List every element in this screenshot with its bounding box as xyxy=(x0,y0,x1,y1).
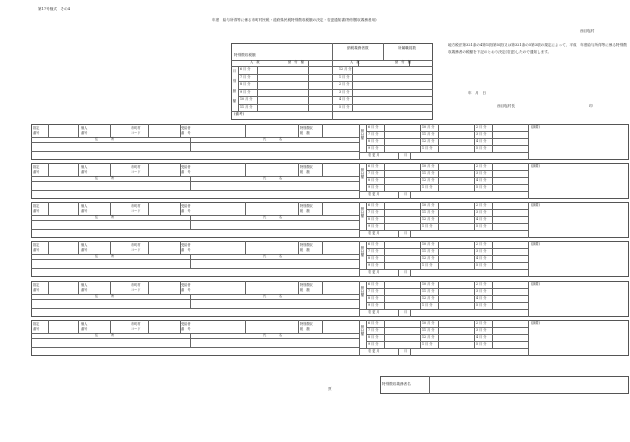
payment-side-label: 納付額 xyxy=(360,168,365,180)
individual-no-label: 個人 番号 xyxy=(81,243,88,252)
summary-side-label-2: 別 xyxy=(232,79,237,83)
summary-month-left: 9 月 分 xyxy=(240,89,251,94)
address-label: 住 所 xyxy=(95,176,115,180)
month-cell: 6 月 分 xyxy=(368,242,379,246)
designation-no-label: 指定 番号 xyxy=(33,204,40,213)
remarks-label: (摘要) xyxy=(531,321,540,325)
name-label: 氏 名 xyxy=(263,254,283,258)
date-line: 年 月 日 xyxy=(468,91,486,95)
payment-side-label: 納付額 xyxy=(360,129,365,141)
summary-month-left: 6 月 分 xyxy=(240,67,251,71)
name-label: 氏 名 xyxy=(263,215,283,219)
month-cell: 10 月 分 xyxy=(422,321,435,325)
month-cell: 12 月 分 xyxy=(422,296,435,300)
month-cell: 11 月 分 xyxy=(422,328,435,332)
summary-month-right: 12 月 分 xyxy=(339,67,352,71)
summary-month-right: 4 月 分 xyxy=(339,97,350,101)
summary-side-label-3: 納 xyxy=(232,89,237,93)
month-cell: 3 月 分 xyxy=(476,210,487,214)
recipient-no-label: 受給者 番 号 xyxy=(181,204,191,213)
recipient-no-label: 受給者 番 号 xyxy=(181,126,191,135)
month-cell: 4 月 分 xyxy=(476,296,487,300)
summary-month-left: 7 月 分 xyxy=(240,74,251,79)
month-cell: 11 月 分 xyxy=(422,289,435,293)
month-cell: 8 月 分 xyxy=(368,296,379,300)
change-month-unit: 月 xyxy=(404,270,408,274)
change-month-unit: 月 xyxy=(404,310,408,314)
remarks-label: (摘要) xyxy=(531,164,540,168)
payment-side-label: 納付額 xyxy=(360,325,365,337)
address-label: 住 所 xyxy=(95,215,115,219)
remarks-label: (摘要) xyxy=(531,203,540,207)
month-cell: 3 月 分 xyxy=(476,328,487,332)
address-label: 住 所 xyxy=(95,294,115,298)
month-cell: 4 月 分 xyxy=(476,139,487,143)
designation-no-label: 指定 番号 xyxy=(33,322,40,331)
month-cell: 5 月 分 xyxy=(476,303,487,307)
summary-count-col-left: 人 数 xyxy=(250,60,260,64)
notice-text: 地方税法第321条の4第1項(第5項)又は第321条の5第3項の規定によって、平成 年度給与所得等に係る特別徴収義務者の税額を下記のとおり決定(変更)したので通知します。 xyxy=(448,43,627,54)
city-code-label: 市町村 コード xyxy=(131,204,141,213)
month-cell: 4 月 分 xyxy=(476,217,487,221)
month-cell: 12 月 分 xyxy=(422,217,435,221)
month-cell: 7 月 分 xyxy=(368,171,379,175)
month-cell: 7 月 分 xyxy=(368,328,379,332)
month-cell: 9 月 分 xyxy=(368,146,379,150)
month-cell: 3 月 分 xyxy=(476,249,487,253)
summary-month-right: 3 月 分 xyxy=(339,89,350,94)
individual-no-label: 個人 番号 xyxy=(81,322,88,331)
tax-amount-label: 特別徴収 税 額 xyxy=(300,204,313,213)
month-cell: 10 月 分 xyxy=(422,164,435,168)
month-cell: 9 月 分 xyxy=(368,224,379,228)
city-code-label: 市町村 コード xyxy=(131,322,141,331)
summary-header-staff: 所属職員数 xyxy=(398,46,416,50)
month-cell: 11 月 分 xyxy=(422,171,435,175)
payment-side-label: 納付額 xyxy=(360,246,365,258)
month-cell: 8 月 分 xyxy=(368,217,379,221)
month-cell: 8 月 分 xyxy=(368,139,379,143)
change-month-label: 変 更 月 xyxy=(368,270,380,274)
month-cell: 4 月 分 xyxy=(476,178,487,182)
change-month-unit: 月 xyxy=(404,349,408,353)
month-cell: 10 月 分 xyxy=(422,125,435,129)
month-cell: 5 月 分 xyxy=(476,224,487,228)
tax-amount-label: 特別徴収 税 額 xyxy=(300,322,313,331)
issuer-name: 西目塩村長 xyxy=(497,104,515,108)
page-title: 年度 給与所得等に係る市町村民税・道府県民税特別徴収税額の決定・変更通知書(特別徴収義務者用) xyxy=(212,18,377,22)
summary-header-taxpayers: 納税義務者数 xyxy=(347,46,369,50)
summary-pay-col-left: 納 付 額 xyxy=(288,60,304,64)
month-cell: 2 月 分 xyxy=(476,164,487,168)
month-cell: 5 月 分 xyxy=(476,342,487,346)
month-cell: 6 月 分 xyxy=(368,164,379,168)
seal-mark: 印 xyxy=(589,104,593,108)
individual-no-label: 個人 番号 xyxy=(81,204,88,213)
month-cell: 10 月 分 xyxy=(422,203,435,207)
city-code-label: 市町村 コード xyxy=(131,126,141,135)
month-cell: 7 月 分 xyxy=(368,132,379,136)
summary-month-right: 5 月 分 xyxy=(339,104,350,109)
recipient-no-label: 受給者 番 号 xyxy=(181,165,191,174)
municipality-name: 西目塩村 xyxy=(580,29,595,33)
summary-month-right: 1 月 分 xyxy=(339,74,350,79)
city-code-label: 市町村 コード xyxy=(131,283,141,292)
month-cell: 1 月 分 xyxy=(422,263,433,267)
month-cell: 1 月 分 xyxy=(422,303,433,307)
footer-obligor-label: 特別徴収義務者名 xyxy=(382,382,411,386)
month-cell: 7 月 分 xyxy=(368,249,379,253)
address-label: 住 所 xyxy=(95,333,115,337)
month-cell: 9 月 分 xyxy=(368,303,379,307)
summary-month-right: 2 月 分 xyxy=(339,82,350,86)
designation-no-label: 指定 番号 xyxy=(33,283,40,292)
month-cell: 1 月 分 xyxy=(422,224,433,228)
city-code-label: 市町村 コード xyxy=(131,165,141,174)
individual-no-label: 個人 番号 xyxy=(81,126,88,135)
summary-count-col-right: 人 数 xyxy=(350,60,360,64)
month-cell: 4 月 分 xyxy=(476,335,487,339)
month-cell: 11 月 分 xyxy=(422,210,435,214)
month-cell: 9 月 分 xyxy=(368,342,379,346)
individual-no-label: 個人 番号 xyxy=(81,165,88,174)
change-month-label: 変 更 月 xyxy=(368,153,380,157)
month-cell: 12 月 分 xyxy=(422,178,435,182)
month-cell: 10 月 分 xyxy=(422,242,435,246)
month-cell: 6 月 分 xyxy=(368,282,379,286)
month-cell: 4 月 分 xyxy=(476,256,487,260)
change-month-label: 変 更 月 xyxy=(368,192,380,196)
month-cell: 2 月 分 xyxy=(476,282,487,286)
month-cell: 7 月 分 xyxy=(368,289,379,293)
designation-no-label: 指定 番号 xyxy=(33,126,40,135)
payment-side-label: 納付額 xyxy=(360,286,365,298)
summary-side-label-1: 月 xyxy=(232,69,237,73)
tax-amount-label: 特別徴収 税 額 xyxy=(300,126,313,135)
summary-header-tax: 特別徴収税額 xyxy=(234,53,256,57)
tax-amount-label: 特別徴収 税 額 xyxy=(300,165,313,174)
change-month-unit: 月 xyxy=(404,153,408,157)
month-cell: 8 月 分 xyxy=(368,335,379,339)
month-cell: 5 月 分 xyxy=(476,146,487,150)
month-cell: 2 月 分 xyxy=(476,242,487,246)
city-code-label: 市町村 コード xyxy=(131,243,141,252)
change-month-unit: 月 xyxy=(404,192,408,196)
change-month-label: 変 更 月 xyxy=(368,310,380,314)
month-cell: 12 月 分 xyxy=(422,256,435,260)
summary-month-left: 11 月 分 xyxy=(240,104,253,109)
month-cell: 5 月 分 xyxy=(476,263,487,267)
form-number: 第17号様式 その4 xyxy=(38,7,71,11)
summary-side-label-4: 額 xyxy=(232,99,237,103)
tax-amount-label: 特別徴収 税 額 xyxy=(300,243,313,252)
month-cell: 8 月 分 xyxy=(368,256,379,260)
address-label: 住 所 xyxy=(95,254,115,258)
change-month-unit: 月 xyxy=(404,231,408,235)
summary-pay-col-right: 納 付 額 xyxy=(395,60,411,64)
month-cell: 1 月 分 xyxy=(422,146,433,150)
recipient-no-label: 受給者 番 号 xyxy=(181,243,191,252)
month-cell: 2 月 分 xyxy=(476,125,487,129)
recipient-no-label: 受給者 番 号 xyxy=(181,283,191,292)
name-label: 氏 名 xyxy=(263,333,283,337)
summary-month-left: 10 月 分 xyxy=(240,97,253,101)
month-cell: 12 月 分 xyxy=(422,139,435,143)
month-cell: 3 月 分 xyxy=(476,289,487,293)
name-label: 氏 名 xyxy=(263,294,283,298)
name-label: 氏 名 xyxy=(263,137,283,141)
change-month-label: 変 更 月 xyxy=(368,349,380,353)
month-cell: 9 月 分 xyxy=(368,185,379,189)
month-cell: 1 月 分 xyxy=(422,185,433,189)
month-cell: 1 月 分 xyxy=(422,342,433,346)
month-cell: 11 月 分 xyxy=(422,249,435,253)
address-label: 住 所 xyxy=(95,137,115,141)
month-cell: 10 月 分 xyxy=(422,282,435,286)
summary-month-left: 8 月 分 xyxy=(240,82,251,86)
individual-no-label: 個人 番号 xyxy=(81,283,88,292)
month-cell: 6 月 分 xyxy=(368,125,379,129)
month-cell: 11 月 分 xyxy=(422,132,435,136)
month-cell: 7 月 分 xyxy=(368,210,379,214)
payment-side-label: 納付額 xyxy=(360,207,365,219)
month-cell: 3 月 分 xyxy=(476,171,487,175)
designation-no-label: 指定 番号 xyxy=(33,165,40,174)
month-cell: 2 月 分 xyxy=(476,321,487,325)
page-mark: 頁 xyxy=(328,387,332,391)
month-cell: 3 月 分 xyxy=(476,132,487,136)
remarks-label: (摘要) xyxy=(531,282,540,286)
name-label: 氏 名 xyxy=(263,176,283,180)
month-cell: 12 月 分 xyxy=(422,335,435,339)
recipient-no-label: 受給者 番 号 xyxy=(181,322,191,331)
month-cell: 6 月 分 xyxy=(368,321,379,325)
change-month-label: 変 更 月 xyxy=(368,231,380,235)
designation-no-label: 指定 番号 xyxy=(33,243,40,252)
summary-remarks: (備考) xyxy=(234,112,244,116)
month-cell: 9 月 分 xyxy=(368,263,379,267)
remarks-label: (摘要) xyxy=(531,242,540,246)
month-cell: 6 月 分 xyxy=(368,203,379,207)
tax-amount-label: 特別徴収 税 額 xyxy=(300,283,313,292)
month-cell: 5 月 分 xyxy=(476,185,487,189)
month-cell: 8 月 分 xyxy=(368,178,379,182)
remarks-label: (摘要) xyxy=(531,125,540,129)
month-cell: 2 月 分 xyxy=(476,203,487,207)
